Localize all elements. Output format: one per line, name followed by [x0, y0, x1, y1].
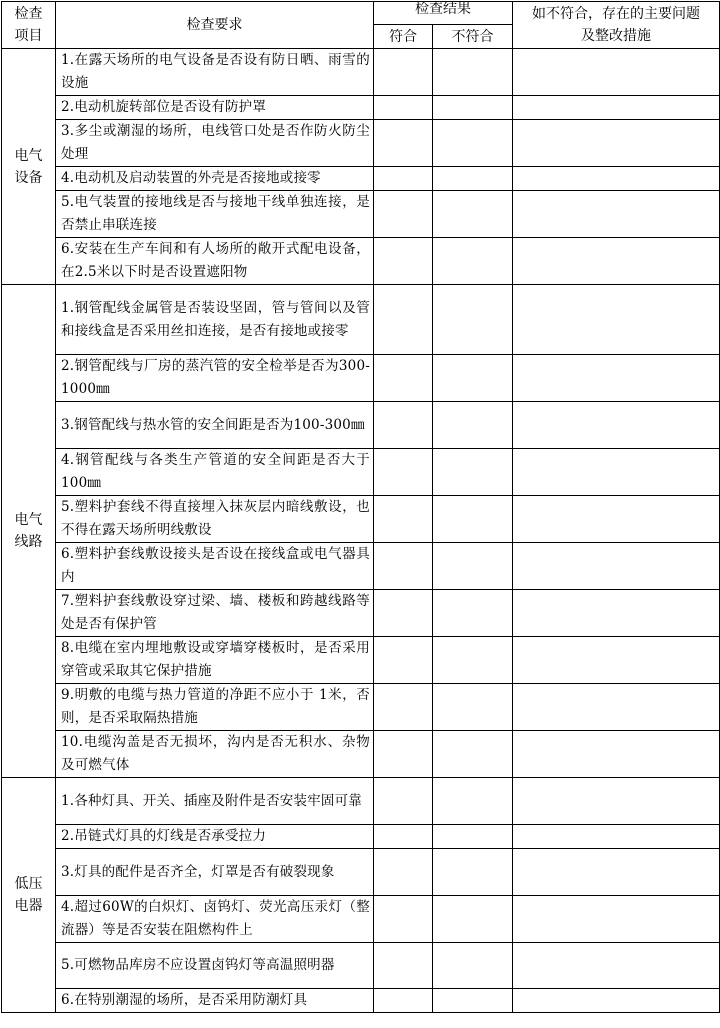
- table-row: [2, 120, 720, 167]
- remarks-cell[interactable]: [513, 896, 720, 943]
- nonconform-cell[interactable]: [433, 943, 513, 989]
- nonconform-cell[interactable]: [433, 543, 513, 590]
- remarks-cell[interactable]: [513, 285, 720, 355]
- conform-cell[interactable]: [374, 943, 433, 989]
- nonconform-cell[interactable]: [433, 49, 513, 96]
- table-row: [2, 849, 720, 896]
- requirement-cell: 5.电气装置的接地线是否与接地干线单独连接，是否禁止串联连接: [56, 191, 374, 238]
- requirement-cell: 4.超过60W的白炽灯、卤钨灯、荧光高压汞灯（整流器）等是否安装在阻燃构件上: [56, 896, 374, 943]
- remarks-cell[interactable]: [513, 637, 720, 684]
- remarks-cell[interactable]: [513, 543, 720, 590]
- requirement-cell: 1.在露天场所的电气设备是否设有防日晒、雨雪的设施: [56, 49, 374, 96]
- remarks-cell[interactable]: [513, 590, 720, 637]
- conform-cell[interactable]: [374, 449, 433, 496]
- nonconform-cell[interactable]: [433, 731, 513, 778]
- conform-cell[interactable]: [374, 637, 433, 684]
- header-category-label: 检查 项目: [14, 6, 43, 44]
- remarks-cell[interactable]: [513, 120, 720, 167]
- nonconform-cell[interactable]: [433, 825, 513, 849]
- header-requirement-label: 检查要求: [186, 17, 243, 33]
- conform-cell[interactable]: [374, 849, 433, 896]
- conform-cell[interactable]: [374, 778, 433, 825]
- requirement-cell: 3.钢管配线与热水管的安全间距是否为100-300㎜: [56, 402, 374, 449]
- header-conform-label: 符合: [389, 28, 417, 45]
- section-category: [2, 285, 56, 778]
- table-row: [2, 989, 720, 1013]
- header-remarks-label: 如不符合，存在的主要问题 及整改措施: [532, 6, 700, 44]
- remarks-cell[interactable]: [513, 402, 720, 449]
- table-row: [2, 896, 720, 943]
- table-row: [2, 355, 720, 402]
- section-category-label: 电气 线路: [14, 512, 43, 550]
- nonconform-cell[interactable]: [433, 238, 513, 285]
- remarks-cell[interactable]: [513, 96, 720, 120]
- nonconform-cell[interactable]: [433, 496, 513, 543]
- remarks-cell[interactable]: [513, 943, 720, 989]
- conform-cell[interactable]: [374, 590, 433, 637]
- requirement-cell: 3.灯具的配件是否齐全，灯罩是否有破裂现象: [56, 849, 374, 896]
- remarks-cell[interactable]: [513, 778, 720, 825]
- conform-cell[interactable]: [374, 355, 433, 402]
- conform-cell[interactable]: [374, 238, 433, 285]
- conform-cell[interactable]: [374, 731, 433, 778]
- nonconform-cell[interactable]: [433, 989, 513, 1013]
- remarks-cell[interactable]: [513, 825, 720, 849]
- nonconform-cell[interactable]: [433, 285, 513, 355]
- nonconform-cell[interactable]: [433, 402, 513, 449]
- nonconform-cell[interactable]: [433, 896, 513, 943]
- header-result: [374, 2, 513, 25]
- table-row: [2, 637, 720, 684]
- table-row: [2, 96, 720, 120]
- requirement-cell: 6.塑料护套线敷设接头是否设在接线盒或电气器具内: [56, 543, 374, 590]
- nonconform-cell[interactable]: [433, 167, 513, 191]
- conform-cell[interactable]: [374, 49, 433, 96]
- table-row: [2, 191, 720, 238]
- table-row: [2, 543, 720, 590]
- conform-cell[interactable]: [374, 989, 433, 1013]
- requirement-cell: 5.塑料护套线不得直接埋入抹灰层内暗线敷设，也不得在露天场所明线敷设: [56, 496, 374, 543]
- header-nonconform: [433, 25, 513, 49]
- nonconform-cell[interactable]: [433, 590, 513, 637]
- requirement-cell: 8.电缆在室内埋地敷设或穿墙穿楼板时，是否采用穿管或采取其它保护措施: [56, 637, 374, 684]
- requirement-cell: 2.吊链式灯具的灯线是否承受拉力: [56, 825, 374, 849]
- remarks-cell[interactable]: [513, 355, 720, 402]
- requirement-cell: 5.可燃物品库房不应设置卤钨灯等高温照明器: [56, 943, 374, 989]
- conform-cell[interactable]: [374, 167, 433, 191]
- remarks-cell[interactable]: [513, 731, 720, 778]
- header-remarks: [513, 2, 720, 49]
- remarks-cell[interactable]: [513, 238, 720, 285]
- section-category: [2, 49, 56, 285]
- table-row: [2, 590, 720, 637]
- nonconform-cell[interactable]: [433, 778, 513, 825]
- remarks-cell[interactable]: [513, 191, 720, 238]
- header-result-label: 检查结果: [415, 1, 471, 17]
- remarks-cell[interactable]: [513, 449, 720, 496]
- nonconform-cell[interactable]: [433, 684, 513, 731]
- conform-cell[interactable]: [374, 543, 433, 590]
- table-body: [2, 49, 720, 1013]
- table-row: [2, 731, 720, 778]
- section-category-label: 电气 设备: [14, 147, 43, 186]
- requirement-cell: 7.塑料护套线敷设穿过梁、墙、楼板和跨越线路等处是否有保护管: [56, 590, 374, 637]
- header-conform: [374, 25, 433, 49]
- requirement-cell: 1.各种灯具、开关、插座及附件是否安装牢固可靠: [56, 778, 374, 825]
- nonconform-cell[interactable]: [433, 849, 513, 896]
- conform-cell[interactable]: [374, 96, 433, 120]
- conform-cell[interactable]: [374, 825, 433, 849]
- nonconform-cell[interactable]: [433, 191, 513, 238]
- remarks-cell[interactable]: [513, 167, 720, 191]
- table-row: [2, 825, 720, 849]
- requirement-cell: 4.钢管配线与各类生产管道的安全间距是否大于100㎜: [56, 449, 374, 496]
- table-row: [2, 238, 720, 285]
- requirement-cell: 2.钢管配线与厂房的蒸汽管的安全检举是否为300-1000㎜: [56, 355, 374, 402]
- section-category-label: 低压 电器: [14, 876, 43, 914]
- conform-cell[interactable]: [374, 120, 433, 167]
- nonconform-cell[interactable]: [433, 120, 513, 167]
- requirement-cell: 4.电动机及启动装置的外壳是否接地或接零: [56, 167, 374, 191]
- table-row: [2, 496, 720, 543]
- nonconform-cell[interactable]: [433, 96, 513, 120]
- conform-cell[interactable]: [374, 285, 433, 355]
- requirement-cell: 2.电动机旋转部位是否设有防护罩: [56, 96, 374, 120]
- table-row: [2, 285, 720, 355]
- table-row: [2, 943, 720, 989]
- conform-cell[interactable]: [374, 684, 433, 731]
- remarks-cell[interactable]: [513, 849, 720, 896]
- requirement-cell: 3.多尘或潮湿的场所，电线管口处是否作防火防尘处理: [56, 120, 374, 167]
- header-nonconform-label: 不符合: [451, 28, 494, 45]
- conform-cell[interactable]: [374, 496, 433, 543]
- table-row: [2, 402, 720, 449]
- conform-cell[interactable]: [374, 191, 433, 238]
- requirement-cell: 1.钢管配线金属管是否装设坚固，管与管间以及管和接线盒是否采用丝扣连接，是否有接地或接零: [56, 285, 374, 355]
- remarks-cell[interactable]: [513, 496, 720, 543]
- nonconform-cell[interactable]: [433, 637, 513, 684]
- table-row: [2, 684, 720, 731]
- table-row: [2, 49, 720, 96]
- nonconform-cell[interactable]: [433, 355, 513, 402]
- remarks-cell[interactable]: [513, 49, 720, 96]
- requirement-cell: 10.电缆沟盖是否无损坏，沟内是否无积水、杂物及可燃气体: [56, 731, 374, 778]
- remarks-cell[interactable]: [513, 684, 720, 731]
- table-row: [2, 449, 720, 496]
- table-row: [2, 167, 720, 191]
- requirement-cell: 6.在特别潮湿的场所，是否采用防潮灯具: [56, 989, 374, 1013]
- section-category: [2, 778, 56, 1013]
- conform-cell[interactable]: [374, 896, 433, 943]
- table-row: [2, 778, 720, 825]
- conform-cell[interactable]: [374, 402, 433, 449]
- header-requirement: [56, 2, 374, 49]
- nonconform-cell[interactable]: [433, 449, 513, 496]
- header-category: [2, 2, 56, 49]
- requirement-cell: 9.明敷的电缆与热力管道的净距不应小于 1米，否则，是否采取隔热措施: [56, 684, 374, 731]
- requirement-cell: 6.安装在生产车间和有人场所的敞开式配电设备，在2.5米以下时是否设置遮阳物: [56, 238, 374, 285]
- inspection-table: [1, 1, 720, 1013]
- remarks-cell[interactable]: [513, 989, 720, 1013]
